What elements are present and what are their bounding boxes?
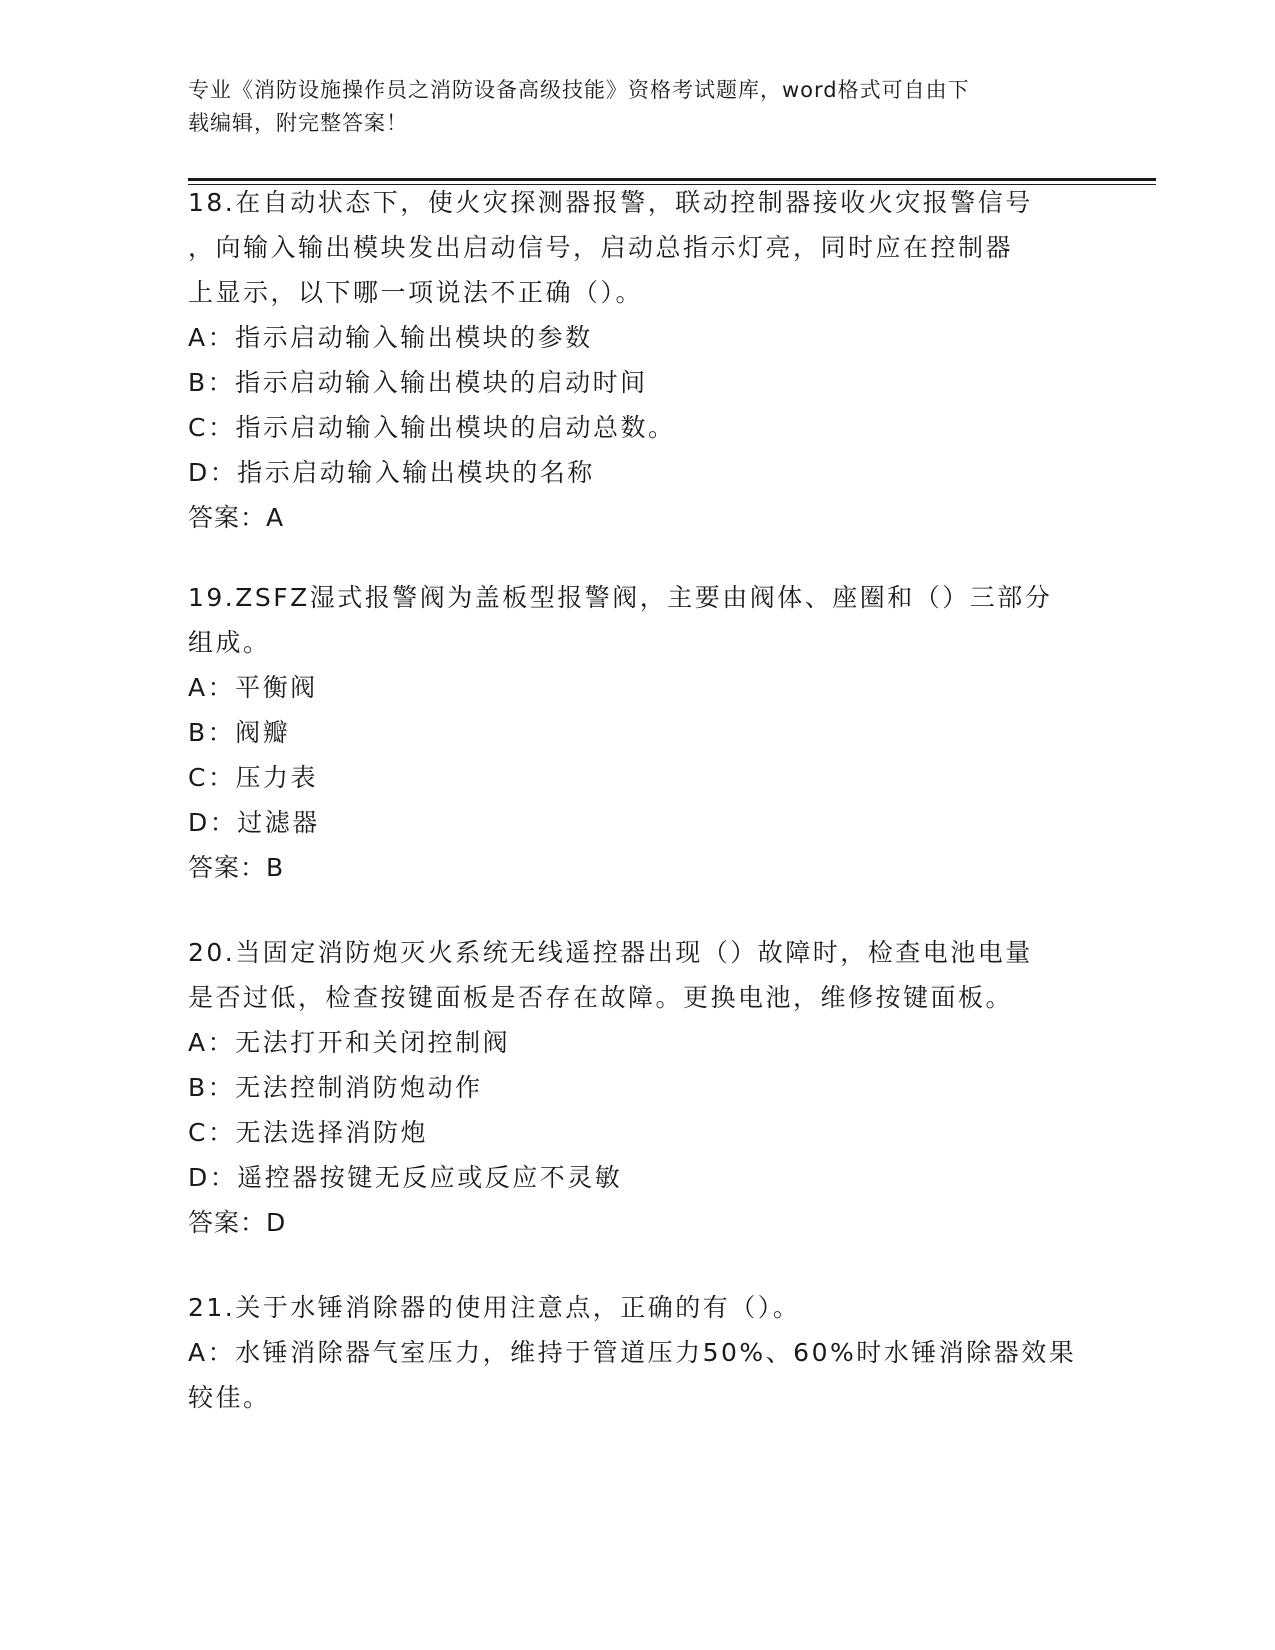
answer-line: 答案：A bbox=[188, 503, 285, 532]
answer-line: 答案：B bbox=[188, 853, 285, 882]
question-21 bbox=[188, 1285, 1088, 1420]
question-stem-line: 19.ZSFZ湿式报警阀为盖板型报警阀，主要由阀体、座圈和（）三部分 bbox=[188, 583, 1053, 612]
option-a: A：平衡阀 bbox=[188, 673, 318, 702]
option-c: C：无法选择消防炮 bbox=[188, 1118, 428, 1147]
option-b: B：指示启动输入输出模块的启动时间 bbox=[188, 368, 648, 397]
option-d: D：过滤器 bbox=[188, 808, 320, 837]
option-c: C：压力表 bbox=[188, 763, 318, 792]
option-a: A：水锤消除器气室压力，维持于管道压力50%、60%时水锤消除器效果 bbox=[188, 1338, 1077, 1367]
option-a-continuation: 较佳。 bbox=[188, 1383, 271, 1412]
answer-line: 答案：D bbox=[188, 1208, 287, 1237]
question-stem-line: ，向输入输出模块发出启动信号，启动总指示灯亮，同时应在控制器 bbox=[188, 233, 1014, 262]
option-a: A：指示启动输入输出模块的参数 bbox=[188, 323, 593, 352]
option-d: D：遥控器按键无反应或反应不灵敏 bbox=[188, 1163, 623, 1192]
option-a: A：无法打开和关闭控制阀 bbox=[188, 1028, 511, 1057]
question-stem-line: 是否过低，检查按键面板是否存在故障。更换电池，维修按键面板。 bbox=[188, 983, 1014, 1012]
question-19 bbox=[188, 575, 1088, 890]
header-line-1: 专业《消防设施操作员之消防设备高级技能》资格考试题库，word格式可自由下 bbox=[188, 78, 970, 102]
question-stem-line: 组成。 bbox=[188, 628, 271, 657]
option-d: D：指示启动输入输出模块的名称 bbox=[188, 458, 595, 487]
question-20 bbox=[188, 930, 1088, 1245]
option-b: B：无法控制消防炮动作 bbox=[188, 1073, 483, 1102]
question-stem-line: 21.关于水锤消除器的使用注意点，正确的有（）。 bbox=[188, 1293, 801, 1322]
question-stem-line: 上显示，以下哪一项说法不正确（）。 bbox=[188, 278, 644, 307]
question-stem-line: 20.当固定消防炮灭火系统无线遥控器出现（）故障时，检查电池电量 bbox=[188, 938, 1033, 967]
question-stem-line: 18.在自动状态下，使火灾探测器报警，联动控制器接收火灾报警信号 bbox=[188, 188, 1033, 217]
question-18 bbox=[188, 180, 1088, 540]
option-b: B：阀瓣 bbox=[188, 718, 291, 747]
header-line-2: 载编辑，附完整答案！ bbox=[188, 111, 408, 135]
option-c: C：指示启动输入输出模块的启动总数。 bbox=[188, 413, 676, 442]
document-header bbox=[188, 74, 1088, 140]
